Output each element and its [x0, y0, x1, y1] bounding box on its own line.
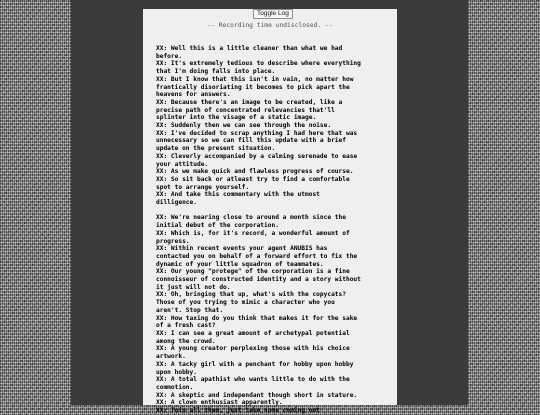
log-line: XX: Well this is a little cleaner than what we had [156, 45, 343, 52]
log-line: connoisseur of constructed identity and a story without [156, 276, 361, 284]
log-line: contacted you on behalf of a forward effort to fix the [156, 252, 358, 260]
log-line: spot to arrange yourself. [156, 183, 250, 191]
log-line: XX: Within recent events your agent ANUBIS has [156, 245, 328, 253]
log-line: it just will not do. [156, 283, 231, 291]
log-line: XX: A tacky girl with a penchant for hobby upon hobby [156, 360, 354, 368]
log-line: XX: It's extremely tedious to describe where everything [156, 60, 361, 68]
log-line: XX: As we make quick and flawless progress of course. [156, 168, 354, 176]
log-line: frantically disoriating it becomes to pick apart the [156, 83, 350, 91]
log-line: XX: Cleverly accompanied by a calming serenade to ease [156, 152, 358, 160]
log-line: XX: Our young "protege" of the corporation is a fine [156, 268, 350, 276]
log-line: progress. [156, 237, 190, 245]
log-line: XX: How taxing do you think that makes it for the sake [156, 314, 358, 322]
log-line: XX: Which is, for it's record, a wonderful amount of [156, 229, 350, 237]
log-line: upon hobby. [156, 368, 197, 376]
log-line: of a fresh cast? [156, 322, 216, 330]
log-line: precise path of concentrated relevancies that'll [156, 106, 335, 114]
log-line: initial debut of the corporation. [156, 222, 279, 230]
log-line: XX: A young creator perplexing those with his choice [156, 345, 350, 353]
log-line: XX: And take this commentary with the utmost [156, 191, 320, 199]
log-line: update on the present situation. [156, 145, 276, 153]
log-line: before. [156, 52, 183, 60]
log-line: XX: But I know that this isn't in vain, no matter how [156, 75, 354, 83]
log-line: XX: A clown enthusiast apparently. [156, 399, 283, 407]
log-line: heavens for answers. [156, 91, 231, 99]
log-line: commotion. [156, 383, 194, 391]
log-line: XX: So sit back or atleast try to find a comfortable [156, 175, 350, 183]
log-line: that I'm doing falls into place. [156, 68, 276, 76]
log-line: unnecessary so we can fill this update with a brief [156, 137, 346, 145]
recording-status: -- Recording time undisclosed. -- [207, 22, 333, 29]
log-line: XX: A total apathist who wants little to do with the [156, 376, 350, 384]
log-line: Those of you trying to mimic a character who you [156, 299, 335, 307]
log-line: XX: A skeptic and independant though short in stature. [156, 391, 358, 399]
log-panel[interactable] [143, 9, 397, 415]
log-line: XX: Toin all them, just take some coming out [156, 407, 320, 415]
log-line: XX: I've decided to scrap anything I had here that was [156, 129, 358, 137]
toggle-log-button[interactable]: Toggle Log [253, 9, 293, 19]
log-line: XX: We're nearing close to around a month since the [156, 214, 346, 222]
log-line: aren't. Stop that. [156, 306, 224, 314]
log-line: XX: Because there's an image to be created, like a [156, 98, 343, 106]
log-line: XX: Oh, bringing that up, what's with the copycats? [156, 291, 346, 299]
chat-log [156, 45, 388, 415]
log-line: artwork. [156, 353, 186, 361]
log-line: splinter into the visage of a static image. [156, 114, 317, 122]
log-line: dilligence. [156, 199, 197, 207]
log-line: XX: I can see a great amount of archetypal potential [156, 330, 350, 337]
log-line: among the crowd. [156, 337, 216, 345]
log-line: your attitude. [156, 160, 209, 168]
log-line: XX: Suddenly then we can see through the noise. [156, 122, 332, 130]
log-line: dynamic of your little squadron of teammates. [156, 260, 324, 268]
